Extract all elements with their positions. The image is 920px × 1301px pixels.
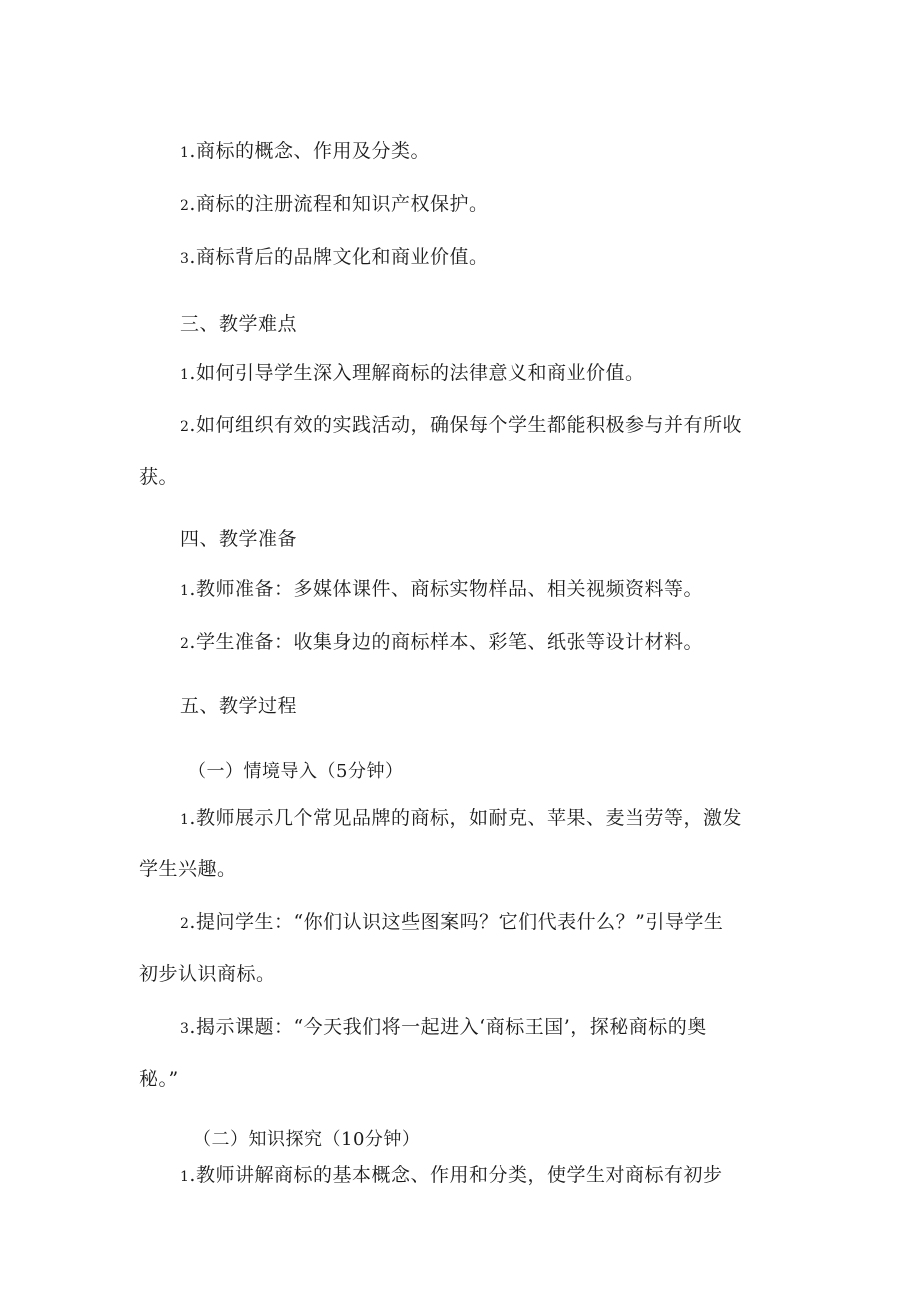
preparation-item-2 (180, 630, 703, 656)
key-point-3 (180, 245, 488, 271)
intro-item-2 (180, 910, 723, 936)
list-text: .教师展示几个常见品牌的商标，如耐克、苹果、麦当劳等，激发 (189, 807, 742, 829)
list-number: 2 (180, 419, 190, 435)
explore-item-1 (180, 1163, 722, 1189)
list-number: 3 (180, 1021, 190, 1037)
list-number: 1 (180, 367, 190, 383)
preparation-item-1 (180, 577, 703, 603)
difficulty-item-1 (180, 361, 644, 387)
intro-item-1-continuation: 学生兴趣。 (139, 858, 237, 880)
list-text: .提问学生：“你们认识这些图案吗？它们代表什么？”引导学生 (189, 911, 724, 933)
list-text: .商标的概念、作用及分类。 (189, 140, 430, 162)
list-text: .如何引导学生深入理解商标的法律意义和商业价值。 (189, 362, 645, 384)
section-heading-preparation: 四、教学准备 (180, 528, 298, 550)
intro-item-1 (180, 806, 742, 832)
subsection-heading-explore: （二）知识探究（10分钟） (193, 1129, 421, 1150)
section-heading-process: 五、教学过程 (180, 695, 298, 717)
list-number: 1 (180, 145, 190, 161)
list-number: 2 (180, 916, 190, 932)
list-number: 1 (180, 583, 190, 599)
list-number: 3 (180, 251, 190, 267)
difficulty-item-2 (180, 413, 742, 439)
list-number: 2 (180, 198, 190, 214)
list-number: 1 (180, 812, 190, 828)
list-text: .商标背后的品牌文化和商业价值。 (189, 246, 489, 268)
list-number: 2 (180, 636, 190, 652)
list-text: .商标的注册流程和知识产权保护。 (189, 193, 489, 215)
key-point-1 (180, 139, 430, 165)
difficulty-item-2-continuation: 获。 (139, 466, 179, 488)
list-text: .学生准备：收集身边的商标样本、彩笔、纸张等设计材料。 (189, 631, 703, 653)
list-number: 1 (180, 1169, 190, 1185)
key-point-2 (180, 192, 488, 218)
intro-item-3-continuation: 秘。” (139, 1068, 179, 1090)
section-heading-difficulties: 三、教学难点 (180, 313, 298, 335)
subsection-heading-intro: （一）情境导入（5分钟） (188, 761, 404, 782)
list-text: .揭示课题：“今天我们将一起进入‘商标王国’，探秘商标的奥 (189, 1016, 707, 1038)
intro-item-2-continuation: 初步认识商标。 (139, 963, 276, 985)
list-text: .教师准备：多媒体课件、商标实物样品、相关视频资料等。 (189, 578, 703, 600)
list-text: .如何组织有效的实践活动，确保每个学生都能积极参与并有所收 (189, 414, 742, 436)
intro-item-3 (180, 1015, 707, 1041)
list-text: .教师讲解商标的基本概念、作用和分类，使学生对商标有初步 (189, 1164, 723, 1186)
